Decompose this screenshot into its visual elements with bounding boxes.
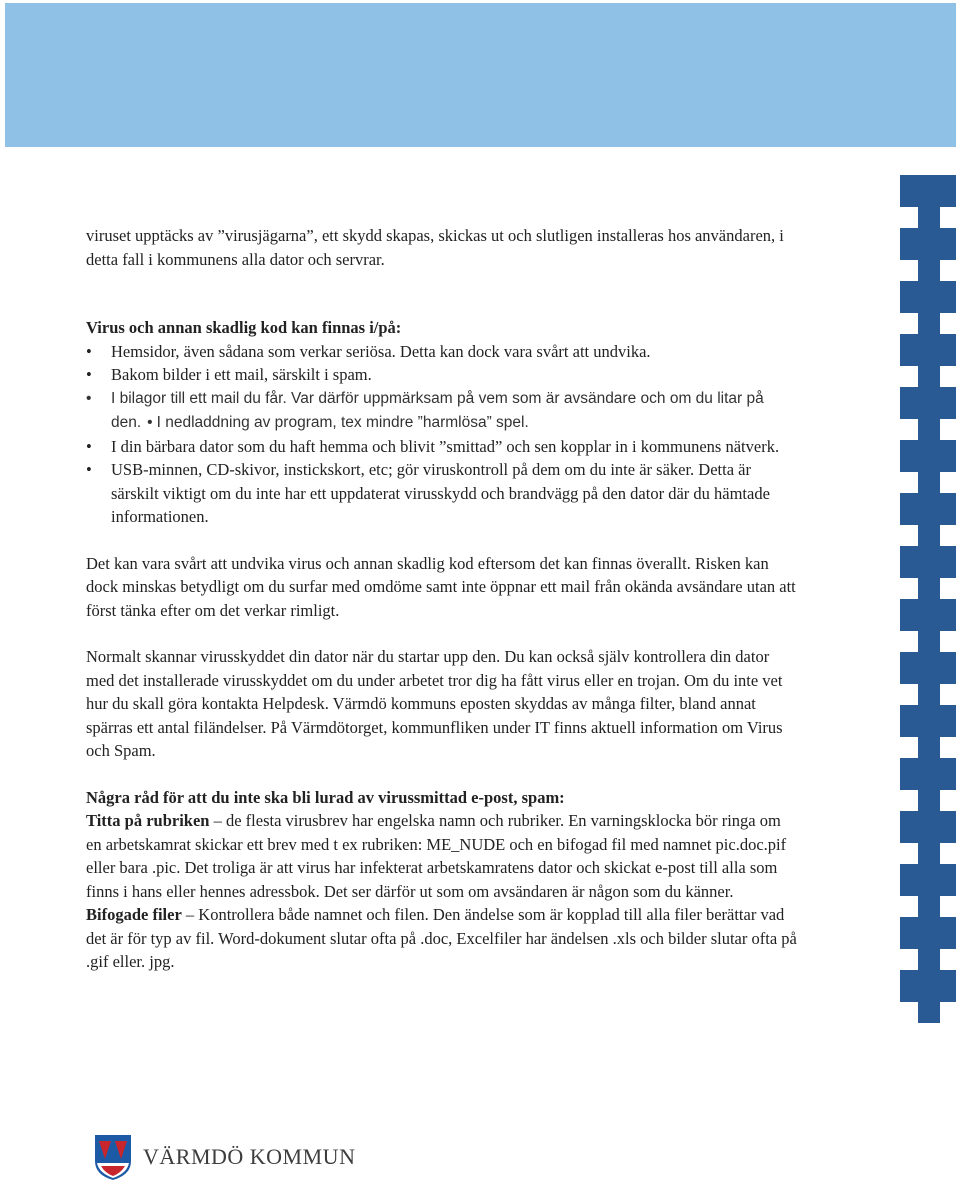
list-item: • Hemsidor, även sådana som verkar seriösa. Detta kan dock vara svårt att undvika. — [86, 341, 651, 361]
header-band — [5, 3, 956, 147]
scan-paragraph: Normalt skannar virusskyddet din dator när du startar upp den. Du kan också själv kontrollera din dator med det installerade virusskyddet om du under arbetet tror dig ha fått virus eller en trojan. Om du inte vet hur du skall göra kontakta Helpdesk. Värmdö kommuns eposten skyddas av många filter, bland annat spärras ett antal filändelser. På Värmdötorget, kommunfliken under IT finns aktuell information om Virus och Spam. — [86, 647, 783, 760]
intro-paragraph: viruset upptäcks av ”virusjägarna”, ett skydd skapas, skickas ut och slutligen installeras hos användaren, i detta fall i kommunens alla dator och servrar. — [86, 226, 784, 269]
advice-heading: Några råd för att du inte ska bli lurad av virussmittad e-post, spam: — [86, 787, 565, 807]
document-body — [86, 224, 798, 974]
list-item: • Bakom bilder i ett mail, särskilt i spam. — [86, 365, 372, 384]
advice-subject: Titta på rubriken – de flesta virusbrev har engelska namn och rubriker. En varningsklocka bör ringa om en arbetskamrat skickar ett brev med t ex rubriken: ME_NUDE och en bifogad fil med namnet pic.doc.pif eller bara .pic. Det troliga är att virus har infekterat arbetskamratens dator och skickat e-post till alla som finns i hans eller hennes adressbok. Det ser därför ut som om avsändaren är någon som du känner. — [86, 811, 787, 901]
side-decoration — [900, 175, 956, 1025]
list-item: • I bilagor till ett mail du får. Var därför uppmärksam på vem som är avsändare och om du litar på den. • I nedladdning av program, tex mindre ”harmlösa” spel. — [86, 389, 764, 431]
footer-logo — [93, 1132, 355, 1182]
logo-text: VÄRMDÖ KOMMUN — [143, 1144, 356, 1169]
list-item: • USB-minnen, CD-skivor, instickskort, etc; gör viruskontroll på dem om du inte är säker. Detta är särskilt viktigt om du inte har ett uppdaterat virusskydd och brandvägg på den dator där du hämtade informationen. — [86, 460, 770, 526]
risk-paragraph: Det kan vara svårt att undvika virus och annan skadlig kod eftersom det kan finnas överallt. Risken kan dock minskas betydligt om du surfar med omdöme samt inte öppnar ett mail från okända avsändare utan att först tänka efter om det verkar rimligt. — [86, 553, 796, 620]
virus-location-list — [86, 340, 798, 529]
advice-attachments: Bifogade filer – Kontrollera både namnet och filen. Den ändelse som är kopplad till alla filer berättar vad det är för typ av fil. Word-dokument slutar ofta på .doc, Excelfiler har ändelsen .xls och bilder slutar ofta på .gif eller. jpg. — [86, 905, 797, 971]
virus-heading: Virus och annan skadlig kod kan finnas i/på: — [86, 318, 402, 337]
municipality-crest-icon — [93, 1133, 133, 1181]
list-item: • I din bärbara dator som du haft hemma och blivit ”smittad” och sen kopplar in i kommunens nätverk. — [86, 436, 780, 456]
